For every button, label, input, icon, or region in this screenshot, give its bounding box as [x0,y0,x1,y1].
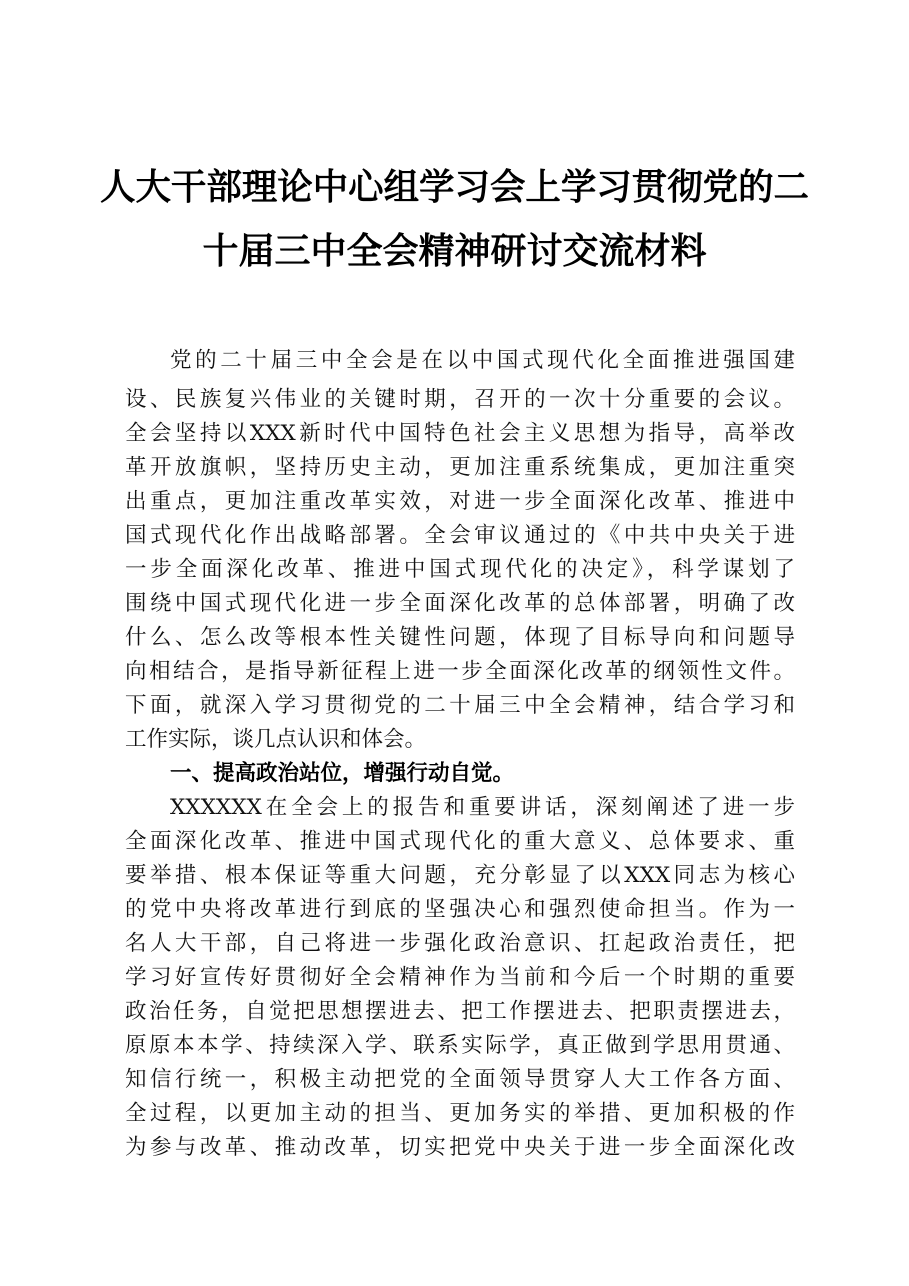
intro-paragraph-line: 党的二十届三中全会是在以中国式现代化全面推进强国建 [170,348,795,373]
document-title-line-1: 人大干部理论中心组学习会上学习贯彻党的二 [100,167,810,208]
intro-paragraph-line: 出重点，更加注重改革实效，对进一步全面深化改革、推进中 [125,489,795,514]
section-paragraph-line: 全过程，以更加主动的担当、更加务实的举措、更加积极的作 [125,1101,795,1126]
intro-paragraph-line: 国式现代化作出战略部署。全会审议通过的《中共中央关于进 [125,523,795,548]
section-paragraph-line: XXXXXX在全会上的报告和重要讲话，深刻阐述了进一步 [170,795,795,820]
section-heading: 一、提高政治站位，增强行动自觉。 [170,761,515,786]
intro-paragraph-line: 向相结合，是指导新征程上进一步全面深化改革的纲领性文件。 [125,659,795,684]
section-paragraph-line: 政治任务，自觉把思想摆进去、把工作摆进去、把职责摆进去， [125,999,795,1024]
intro-paragraph-line: 革开放旗帜，坚持历史主动，更加注重系统集成，更加注重突 [125,455,795,480]
intro-paragraph-line: 工作实际，谈几点认识和体会。 [125,727,427,752]
section-paragraph-line: 名人大干部，自己将进一步强化政治意识、扛起政治责任，把 [125,931,795,956]
intro-paragraph-line: 围绕中国式现代化进一步全面深化改革的总体部署，明确了改 [125,591,795,616]
intro-paragraph-line: 什么、怎么改等根本性关键性问题，体现了目标导向和问题导 [125,625,795,650]
intro-paragraph-line: 下面，就深入学习贯彻党的二十届三中全会精神，结合学习和 [125,693,795,718]
section-paragraph-line: 学习好宣传好贯彻好全会精神作为当前和今后一个时期的重要 [125,965,795,990]
section-paragraph-line: 知信行统一，积极主动把党的全面领导贯穿人大工作各方面、 [125,1067,795,1092]
section-paragraph-line: 为参与改革、推动改革，切实把党中央关于进一步全面深化改 [125,1135,795,1160]
section-paragraph-line: 原原本本学、持续深入学、联系实际学，真正做到学思用贯通、 [125,1033,795,1058]
section-paragraph-line: 全面深化改革、推进中国式现代化的重大意义、总体要求、重 [125,829,795,854]
section-paragraph-line: 要举措、根本保证等重大问题，充分彰显了以XXX同志为核心 [125,863,795,888]
document-title-line-2: 十届三中全会精神研讨交流材料 [202,231,707,272]
intro-paragraph-line: 全会坚持以XXX新时代中国特色社会主义思想为指导，高举改 [125,421,795,446]
intro-paragraph-line: 设、民族复兴伟业的关键时期，召开的一次十分重要的会议。 [125,387,795,412]
intro-paragraph-line: 一步全面深化改革、推进中国式现代化的决定》，科学谋划了 [125,557,795,582]
section-paragraph-line: 的党中央将改革进行到底的坚强决心和强烈使命担当。作为一 [125,897,795,922]
